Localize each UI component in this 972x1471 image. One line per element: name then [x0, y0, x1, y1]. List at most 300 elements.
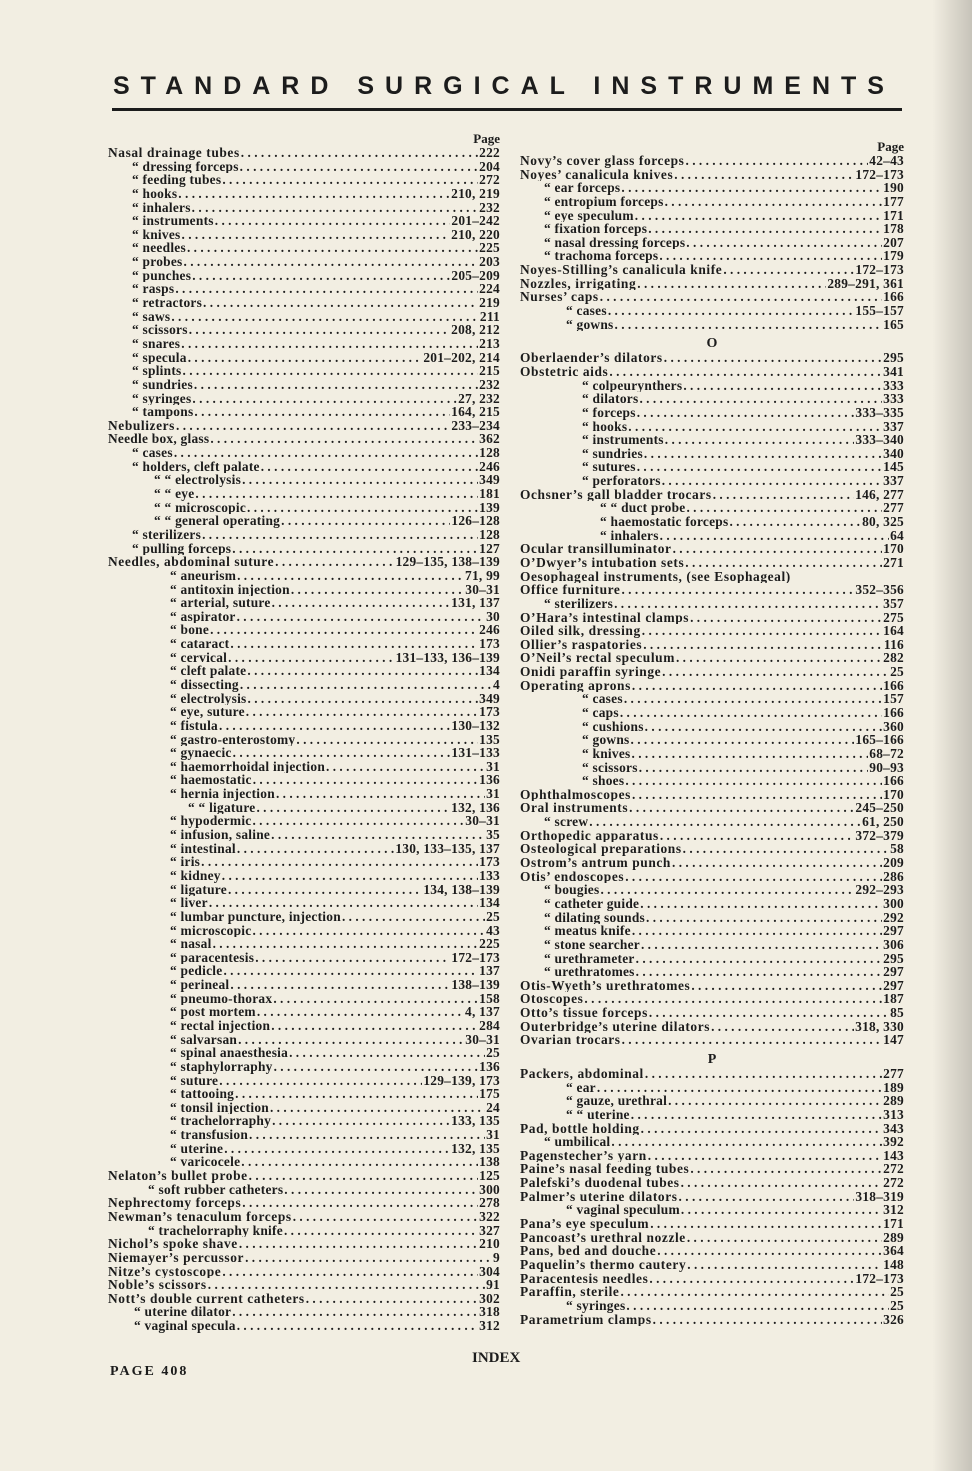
dot-leader [241, 146, 478, 160]
index-page-ref: 312 [479, 1319, 500, 1333]
index-term: “ knives [582, 746, 631, 761]
dot-leader [642, 624, 882, 638]
index-page-ref: 64 [890, 528, 904, 543]
index-term: Onidi paraffin syringe [520, 665, 662, 679]
index-entry [520, 1231, 904, 1245]
index-page-ref: 90–93 [869, 760, 904, 775]
index-term: “ gowns [582, 733, 630, 747]
index-term: “ hypodermic [170, 814, 252, 829]
dot-leader [659, 249, 882, 263]
index-page-ref: 333 [883, 378, 904, 393]
index-entry [520, 1067, 904, 1081]
index-term: Paquelin’s thermo cautery [520, 1257, 687, 1272]
section-letter-heading: P [707, 1052, 717, 1067]
dot-leader [174, 446, 478, 460]
dot-leader [625, 774, 882, 788]
index-entry [108, 1210, 500, 1224]
index-entry [520, 583, 904, 597]
index-entry [108, 446, 500, 460]
dot-leader [289, 1046, 485, 1060]
index-entry [520, 747, 904, 761]
index-term: “ microscopic [170, 923, 252, 938]
index-entry [520, 420, 904, 434]
index-page-ref: 31 [486, 1128, 500, 1142]
index-page-ref: 333–340 [855, 433, 904, 447]
page-column-label: Page [877, 139, 904, 154]
index-page-ref: 187 [883, 992, 904, 1007]
index-page-ref: 136 [479, 1059, 500, 1074]
dot-leader [194, 378, 478, 392]
index-page-ref: 30–31 [465, 1032, 500, 1047]
index-page-ref: 134 [479, 896, 500, 910]
index-term: Otoscopes [520, 992, 584, 1007]
index-entry [108, 1292, 500, 1306]
index-entry [108, 1224, 500, 1238]
index-term: “ cervical [170, 650, 228, 665]
index-entry [108, 733, 500, 747]
index-column-left [108, 132, 500, 1333]
index-term: “ soft rubber catheters [148, 1182, 284, 1197]
index-page-ref: 364 [883, 1244, 904, 1258]
index-entry [108, 528, 500, 542]
index-term: “ infusion, saline [170, 828, 271, 842]
index-page-ref: 341 [883, 364, 904, 379]
index-entry [108, 1155, 500, 1169]
dot-leader [645, 1067, 882, 1081]
dot-leader [219, 1074, 422, 1088]
index-term: “ scissors [132, 323, 188, 337]
index-entry [520, 222, 904, 236]
index-term: “ sundries [132, 377, 193, 392]
index-term: “ paracentesis [170, 950, 255, 965]
index-page-ref: 43 [486, 923, 500, 938]
dot-leader [683, 842, 889, 856]
dot-leader [284, 1183, 478, 1197]
index-page-ref: 210, 220 [451, 227, 500, 242]
index-term: “ rasps [132, 282, 175, 297]
index-page-ref: 165–166 [855, 733, 904, 747]
index-page-ref: 4, 137 [465, 1005, 500, 1019]
index-page-ref: 172–173 [855, 263, 904, 277]
index-term: “ umbilical [544, 1135, 611, 1149]
index-term: “ hooks [582, 419, 628, 434]
index-page-ref: 9 [493, 1250, 500, 1265]
dot-leader [237, 1319, 478, 1333]
dot-leader [238, 1033, 464, 1047]
index-term: Palefski’s duodenal tubes [520, 1176, 680, 1190]
dot-leader [674, 168, 854, 182]
index-page-ref: 129–135, 138–139 [395, 555, 500, 569]
dot-leader [632, 679, 882, 693]
index-term: Nott’s double current catheters [108, 1291, 305, 1306]
dot-leader [600, 290, 882, 304]
index-term: Orthopedic apparatus [520, 828, 659, 843]
index-entry [108, 869, 500, 883]
index-page-ref: 25 [890, 665, 904, 679]
index-page-ref: 80, 325 [862, 515, 904, 529]
index-term: “ instruments [132, 214, 214, 228]
page-column-label: Page [473, 131, 500, 146]
index-entry [520, 720, 904, 734]
index-page-ref: 138 [479, 1155, 500, 1170]
index-entry [108, 964, 500, 978]
dot-leader [690, 1162, 882, 1176]
index-page-ref: 246 [479, 623, 500, 638]
index-page-ref: 130, 133–135, 137 [395, 841, 500, 856]
index-term: Parametrium clamps [520, 1312, 652, 1327]
index-page-ref: 71, 99 [465, 568, 500, 583]
index-page-ref: 219 [479, 296, 500, 310]
index-term: Office furniture [520, 583, 621, 597]
index-page-ref: 213 [479, 336, 500, 351]
index-term: “ gastro-enterostomy [170, 732, 296, 747]
index-column-right [520, 140, 904, 1326]
index-page-ref: 131–133 [451, 746, 500, 760]
index-term: “ forceps [582, 405, 636, 420]
index-entry [108, 924, 500, 938]
dot-leader [208, 1278, 485, 1292]
dot-leader [222, 869, 478, 883]
index-page-ref: 225 [479, 241, 500, 256]
index-term: Ocular transilluminator [520, 542, 672, 556]
index-entry [520, 733, 904, 747]
index-term: Packers, abdominal [520, 1067, 644, 1081]
index-term: “ sutures [582, 460, 636, 475]
index-page-ref: 91 [486, 1278, 500, 1292]
index-term: “ inhalers [600, 528, 659, 543]
index-page-ref: 340 [883, 446, 904, 461]
index-entry [520, 529, 904, 543]
index-entry [108, 460, 500, 474]
dot-leader [657, 1244, 882, 1258]
index-page-ref: 337 [883, 419, 904, 434]
index-term: “ punches [132, 268, 192, 283]
index-page-ref: 25 [486, 1046, 500, 1060]
dot-leader [609, 365, 882, 379]
dot-leader [192, 269, 450, 283]
dot-leader [306, 1292, 478, 1306]
index-entry [520, 1203, 904, 1217]
dot-leader [194, 405, 450, 419]
index-term: “ scissors [582, 760, 638, 775]
index-entry [520, 318, 904, 332]
index-term: Pagenstecher’s yarn [520, 1148, 647, 1163]
index-page-ref: 292 [883, 910, 904, 925]
index-entry [108, 201, 500, 215]
index-page-ref: 58 [890, 842, 904, 857]
index-term: “ feeding tubes [132, 173, 222, 187]
index-entry [108, 1183, 500, 1197]
index-entry [520, 924, 904, 938]
index-term: Nozzles, irrigating [520, 276, 637, 291]
index-term: “ “ electrolysis [154, 473, 242, 488]
dot-leader [637, 460, 882, 474]
index-entry [520, 209, 904, 223]
dot-leader [664, 351, 882, 365]
index-entry [108, 351, 500, 365]
dot-leader [622, 1033, 883, 1047]
index-page-ref: 131–133, 136–139 [395, 650, 500, 665]
index-term: “ urethrameter [544, 951, 635, 966]
index-entry [520, 815, 904, 829]
index-entry [108, 296, 500, 310]
index-term: “ splints [132, 364, 182, 378]
index-entry [108, 978, 500, 992]
index-term: “ vaginal specula [134, 1319, 236, 1333]
index-entry [520, 938, 904, 952]
dot-leader [203, 296, 478, 310]
index-term: “ sterilizers [544, 596, 614, 611]
index-entry [520, 638, 904, 652]
index-page-ref: 136 [479, 773, 500, 788]
index-term: “ electrolysis [170, 691, 247, 706]
index-term: “ “ eye [154, 487, 195, 501]
dot-leader [247, 501, 478, 515]
index-term: “ pulling forceps [132, 541, 232, 556]
dot-leader [636, 965, 883, 979]
index-term: “ nasal [170, 937, 212, 951]
index-entry [108, 1196, 500, 1210]
index-term: Oberlaender’s dilators [520, 351, 663, 365]
index-page-ref: 4 [493, 677, 500, 692]
index-term: “ needles [132, 241, 186, 256]
index-entry [520, 1149, 904, 1163]
header-rule [112, 108, 902, 111]
index-term: Pana’s eye speculum [520, 1217, 650, 1231]
index-term: “ intestinal [170, 841, 236, 856]
index-entry [520, 1135, 904, 1149]
dot-leader [189, 323, 450, 337]
index-term: “ spinal anaesthesia [170, 1046, 289, 1060]
dot-leader [639, 392, 882, 406]
index-entry [520, 351, 904, 365]
index-term: “ varicocele [170, 1155, 241, 1170]
index-term: “ tampons [132, 405, 194, 419]
index-term: “ shoes [582, 774, 625, 788]
index-entry [520, 1190, 904, 1204]
index-page-ref: 209 [883, 856, 904, 870]
index-term: Noyes-Stilling’s canalicula knife [520, 263, 723, 277]
index-term: “ “ microscopic [154, 500, 247, 515]
index-page-ref: 245–250 [855, 801, 904, 816]
index-page-ref: 362 [479, 432, 500, 447]
index-entry [108, 583, 500, 597]
index-entry [520, 570, 904, 584]
dot-leader [625, 870, 882, 884]
index-entry [520, 1081, 904, 1095]
index-term: “ transfusion [170, 1128, 249, 1142]
dot-leader [240, 678, 492, 692]
index-term: “ lumbar puncture, injection [170, 909, 341, 924]
index-term: “ ear [566, 1080, 596, 1095]
index-entry [520, 501, 904, 515]
index-page-ref: 318, 330 [855, 1019, 904, 1034]
index-entry [108, 1046, 500, 1060]
index-term: Paracentesis needles [520, 1271, 649, 1286]
dot-leader [223, 964, 478, 978]
dot-leader [342, 910, 485, 924]
index-page-ref: 170 [883, 542, 904, 556]
dot-leader [245, 1251, 492, 1265]
index-term: Pancoast’s urethral nozzle [520, 1230, 686, 1245]
index-page-ref: 166 [883, 678, 904, 693]
index-page-ref: 312 [883, 1203, 904, 1218]
dot-leader [192, 392, 457, 406]
dot-leader [644, 447, 882, 461]
index-entry [108, 760, 500, 774]
index-entry [108, 773, 500, 787]
index-term: “ haemorrhoidal injection [170, 759, 326, 774]
index-page-ref: 318 [479, 1305, 500, 1320]
dot-leader [281, 514, 450, 528]
index-term: Nebulizers [108, 418, 175, 433]
index-term: “ ear forceps [544, 181, 621, 195]
index-page-ref: 372–379 [855, 828, 904, 843]
footer-index-label: INDEX [472, 1350, 521, 1366]
index-entry [520, 911, 904, 925]
index-page-ref: 201–242 [451, 214, 500, 228]
index-page-ref: 166 [883, 290, 904, 305]
index-term: Nelaton’s bullet probe [108, 1169, 248, 1183]
index-page-ref: 166 [883, 774, 904, 788]
section-letter-heading: O [706, 336, 718, 352]
index-term: “ cushions [582, 719, 644, 734]
index-entry [520, 992, 904, 1006]
index-term: “ retractors [132, 296, 203, 310]
index-entry [108, 1237, 500, 1251]
dot-leader [252, 814, 464, 828]
index-term: “ holders, cleft palate [132, 459, 260, 474]
index-term: Needle box, glass [108, 432, 210, 447]
dot-leader [643, 638, 883, 652]
dot-leader [296, 733, 478, 747]
index-page-ref: 289–291, 361 [827, 276, 904, 291]
index-page-ref: 134 [479, 664, 500, 678]
index-entry [108, 992, 500, 1006]
index-term: “ entropium forceps [544, 194, 664, 209]
dot-leader [187, 241, 478, 255]
index-page-ref: 25 [890, 1298, 904, 1313]
dot-leader [242, 1196, 478, 1210]
index-term: O’Hara’s intestinal clamps [520, 610, 690, 625]
dot-leader [274, 1060, 479, 1074]
dot-leader [649, 1006, 889, 1020]
dot-leader [641, 938, 882, 952]
index-entry [108, 787, 500, 801]
index-term: “ urethratomes [544, 965, 635, 979]
index-entry [108, 610, 500, 624]
index-entry [520, 611, 904, 625]
index-term: “ uterine dilator [134, 1305, 232, 1320]
index-page-ref: 349 [479, 691, 500, 706]
dot-leader [230, 637, 478, 651]
index-page-ref: 25 [890, 1285, 904, 1299]
dot-leader [641, 1122, 882, 1136]
dot-leader [184, 255, 479, 269]
index-term: “ dressing forceps [132, 159, 239, 174]
index-page-ref: 207 [883, 235, 904, 250]
index-page-ref: 126–128 [451, 514, 500, 528]
index-page-ref: 204 [479, 159, 500, 174]
index-entry [108, 569, 500, 583]
index-entry [108, 432, 500, 446]
index-entry [520, 365, 904, 379]
index-term: “ sterilizers [132, 527, 202, 542]
index-term: “ haemostatic forceps [600, 515, 729, 529]
dot-leader [326, 760, 485, 774]
dot-leader [224, 1142, 450, 1156]
index-entry [108, 1019, 500, 1033]
index-entry [108, 473, 500, 487]
index-entry [108, 951, 500, 965]
index-term: “ cases [132, 446, 173, 460]
dot-leader [679, 1190, 855, 1204]
index-term: “ hooks [132, 186, 178, 201]
dot-leader [249, 1169, 478, 1183]
index-entry [108, 241, 500, 255]
index-term: “ syringes [132, 391, 192, 406]
index-page-ref: 130–132 [451, 718, 500, 733]
dot-leader [188, 351, 423, 365]
index-page-ref: 129–139, 173 [423, 1073, 500, 1088]
index-entry [108, 883, 500, 897]
index-entry [108, 1101, 500, 1115]
dot-leader [273, 992, 478, 1006]
index-entries-right [520, 154, 904, 1326]
index-page-ref: 148 [883, 1257, 904, 1272]
index-page-ref: 210, 219 [451, 186, 500, 201]
index-term: “ nasal dressing forceps [544, 235, 686, 250]
index-term: “ eye, suture [170, 705, 245, 719]
index-page-ref: 132, 136 [451, 800, 500, 815]
index-entry [108, 719, 500, 733]
index-page-ref: 326 [883, 1312, 904, 1327]
index-entry [108, 501, 500, 515]
dot-leader [230, 978, 450, 992]
index-page-ref: 275 [883, 610, 904, 625]
index-entry [108, 746, 500, 760]
dot-leader [210, 432, 478, 446]
index-term: “ liver [170, 896, 208, 910]
index-entry [520, 706, 904, 720]
index-term: “ eye speculum [544, 208, 634, 223]
index-page-ref: 172–173 [855, 167, 904, 182]
index-page-ref: 215 [479, 364, 500, 378]
index-term: “ suture [170, 1073, 219, 1088]
index-page-ref: 145 [883, 460, 904, 475]
index-term: O’Dwyer’s intubation sets [520, 555, 685, 570]
dot-leader [182, 228, 451, 242]
index-term: Otis’ endoscopes [520, 869, 625, 884]
dot-leader [192, 201, 478, 215]
dot-leader [176, 419, 450, 433]
index-term: “ pneumo-thorax [170, 991, 273, 1006]
index-term: Nitze’s cystoscope [108, 1264, 222, 1279]
index-term: “ catheter guide [544, 896, 640, 911]
dot-leader [681, 1203, 882, 1217]
index-entry [108, 269, 500, 283]
dot-leader [589, 815, 861, 829]
index-term: “ sundries [582, 446, 643, 461]
dot-leader [637, 406, 855, 420]
index-page-ref: 300 [883, 896, 904, 911]
index-entry [108, 937, 500, 951]
index-entry [108, 160, 500, 174]
index-term: “ “ general operating [154, 514, 281, 528]
index-term: “ knives [132, 227, 181, 242]
index-entry [108, 337, 500, 351]
dot-leader [201, 855, 478, 869]
